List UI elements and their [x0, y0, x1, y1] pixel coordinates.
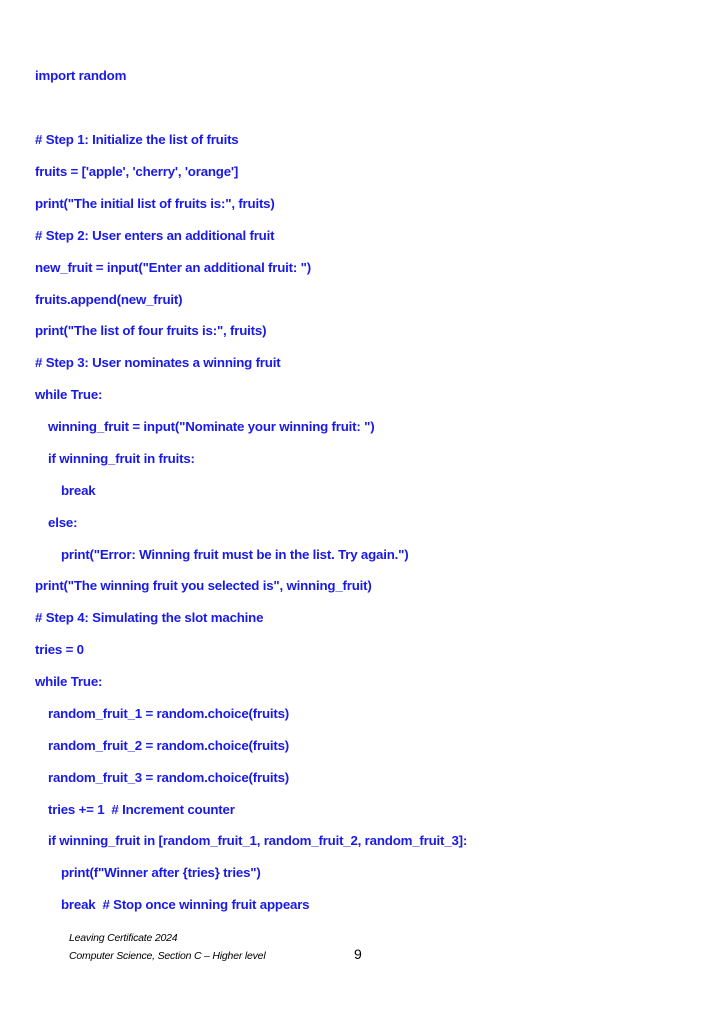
code-line-print-error: print("Error: Winning fruit must be in the list. Try again.") — [61, 547, 409, 562]
code-line-print-winner: print(f"Winner after {tries} tries") — [61, 865, 261, 880]
code-line-break-1: break — [61, 483, 96, 498]
code-comment-step3: # Step 3: User nominates a winning fruit — [35, 355, 281, 370]
code-line-else: else: — [48, 515, 78, 530]
code-line-if-in-fruits: if winning_fruit in fruits: — [48, 451, 195, 466]
footer-exam-title: Leaving Certificate 2024 — [69, 932, 178, 944]
code-line-tries-init: tries = 0 — [35, 642, 84, 657]
code-line-print-four: print("The list of four fruits is:", fruits) — [35, 323, 267, 338]
code-line-winning-input: winning_fruit = input("Nominate your winning fruit: ") — [48, 419, 375, 434]
code-line-random-fruit-1: random_fruit_1 = random.choice(fruits) — [48, 706, 290, 721]
code-line-break-2: break # Stop once winning fruit appears — [61, 897, 310, 912]
page-number: 9 — [354, 946, 362, 962]
footer-exam-section: Computer Science, Section C – Higher level — [69, 950, 266, 962]
code-line-tries-increment: tries += 1 # Increment counter — [48, 802, 235, 817]
code-comment-step1: # Step 1: Initialize the list of fruits — [35, 132, 239, 147]
code-line-while-true-2: while True: — [35, 674, 103, 689]
code-line-print-winning: print("The winning fruit you selected is", winning_fruit) — [35, 578, 372, 593]
code-line-while-true-1: while True: — [35, 387, 103, 402]
code-line-new-fruit-input: new_fruit = input("Enter an additional fruit: ") — [35, 260, 311, 275]
code-line-append: fruits.append(new_fruit) — [35, 292, 183, 307]
code-comment-step4: # Step 4: Simulating the slot machine — [35, 610, 264, 625]
code-line-random-fruit-2: random_fruit_2 = random.choice(fruits) — [48, 738, 290, 753]
code-line-print-initial: print("The initial list of fruits is:", fruits) — [35, 196, 275, 211]
code-line-fruits-list: fruits = ['apple', 'cherry', 'orange'] — [35, 164, 239, 179]
code-comment-step2: # Step 2: User enters an additional fruit — [35, 228, 275, 243]
code-line-if-winner: if winning_fruit in [random_fruit_1, random_fruit_2, random_fruit_3]: — [48, 833, 468, 848]
code-line-random-fruit-3: random_fruit_3 = random.choice(fruits) — [48, 770, 290, 785]
code-line-import: import random — [35, 68, 127, 83]
